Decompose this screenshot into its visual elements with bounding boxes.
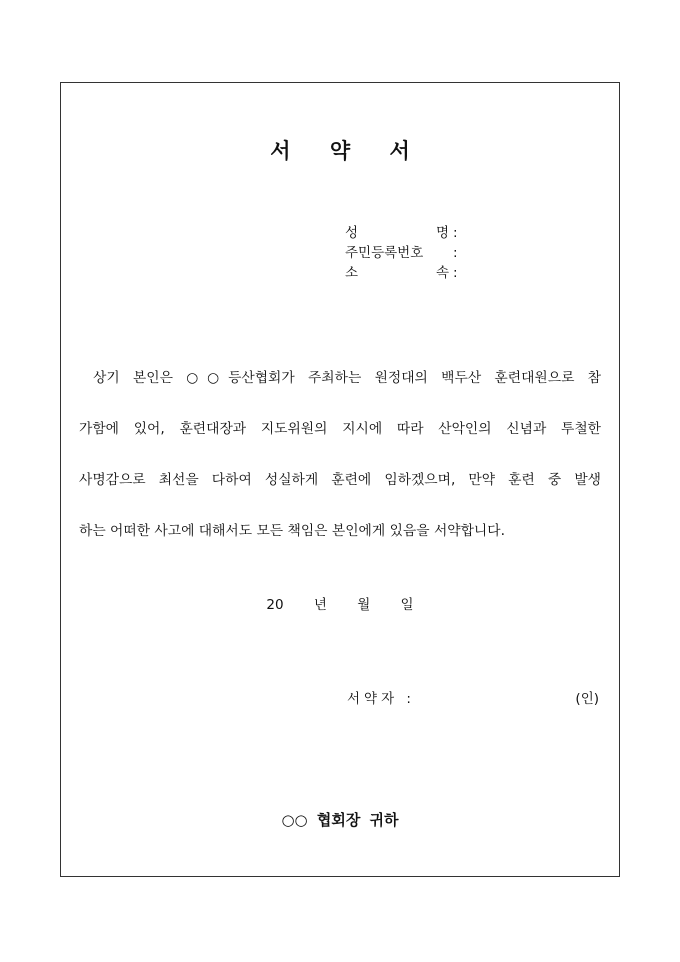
- pledge-line-1: 상기 본인은 ○○등산협회가 주최하는 원정대의 백두산 훈련대원으로 참: [93, 370, 601, 386]
- info-label-name-end: 명: [435, 225, 449, 241]
- info-label-resident-number-text: 주민등록번호: [345, 245, 424, 261]
- info-row-resident-number: [345, 243, 458, 263]
- seal-mark: (인): [575, 691, 599, 707]
- info-colon: :: [453, 225, 458, 241]
- info-colon: :: [453, 245, 458, 261]
- pledge-body: [79, 353, 601, 557]
- document-frame: [60, 82, 620, 877]
- info-label-affiliation-end: 속: [435, 265, 449, 281]
- date-line: 20 년 월 일: [266, 597, 414, 613]
- info-label-affiliation-start: 소: [345, 265, 359, 281]
- addressee: ○○ 협회장 귀하: [281, 811, 399, 829]
- info-label-name-start: 성: [345, 225, 359, 241]
- info-label-name: [345, 223, 449, 243]
- info-row-affiliation: [345, 263, 458, 283]
- info-label-resident-number: [345, 243, 449, 263]
- pledge-line-3: 사명감으로 최선을 다하여 성실하게 훈련에 임하겠으며, 만약 훈련 중 발생: [79, 472, 601, 488]
- personal-info-block: [345, 223, 458, 283]
- pledge-line-4: 하는 어떠한 사고에 대해서도 모든 책임은 본인에게 있음을 서약합니다.: [79, 523, 505, 539]
- pledge-line-2: 가함에 있어, 훈련대장과 지도위원의 지시에 따라 산악인의 신념과 투철한: [79, 421, 601, 437]
- signer-line: [347, 687, 415, 707]
- info-label-affiliation: [345, 263, 449, 283]
- document-title: 서 약 서: [270, 138, 410, 163]
- info-row-name: [345, 223, 458, 243]
- info-colon: :: [453, 265, 458, 281]
- signer-label: 서약자 :: [347, 691, 415, 707]
